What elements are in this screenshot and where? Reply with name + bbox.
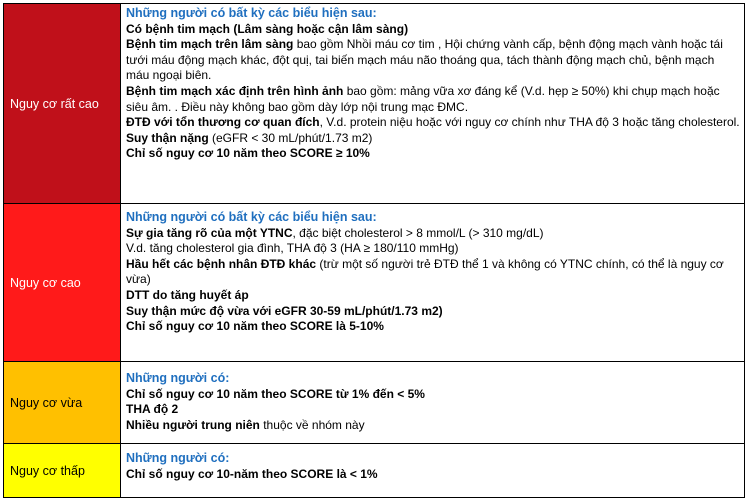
criteria-line: V.d. tăng cholesterol gia đình, THA độ 3 (HA ≥ 180/110 mmHg): [126, 241, 459, 256]
criteria-line: THA độ 2: [126, 402, 179, 417]
criteria-line: Hầu hết các bệnh nhân ĐTĐ khác (trừ một số người trẻ ĐTĐ thể 1 và không có YTNC chính, có thể là nguy cơ vừa): [126, 256, 724, 287]
criteria-line: Suy thận nặng (eGFR < 30 mL/phút/1.73 m2): [126, 130, 373, 145]
criteria-line: Chỉ số nguy cơ 10 năm theo SCORE ≥ 10%: [126, 146, 370, 161]
criteria-line: Chỉ số nguy cơ 10 năm theo SCORE là 5-10%: [126, 319, 384, 334]
table-row: [4, 444, 744, 497]
criteria-heading: Những người có:: [126, 451, 230, 465]
criteria-line: Nhiều người trung niên thuộc về nhóm này: [126, 417, 365, 432]
risk-description: [121, 362, 744, 443]
risk-label: Nguy cơ thấp: [4, 444, 121, 497]
criteria-line: Chỉ số nguy cơ 10 năm theo SCORE từ 1% đến < 5%: [126, 386, 425, 401]
risk-description: [121, 444, 744, 497]
criteria-heading: Những người có bất kỳ các biểu hiện sau:: [126, 210, 377, 224]
criteria-line: Bệnh tim mạch trên lâm sàng bao gồm Nhồi máu cơ tim , Hội chứng vành cấp, bệnh động mạch vành hoặc tái tưới máu động mạch khác, đột quị, tai biến mạch máu não thoáng qua, tách thành động mạch chủ, bệnh mạch máu ngoại biên.: [126, 37, 723, 83]
risk-label: Nguy cơ vừa: [4, 362, 121, 443]
criteria-line: Sự gia tăng rõ của một YTNC, đặc biệt cholesterol > 8 mmol/L (> 310 mg/dL): [126, 225, 544, 240]
risk-description: [121, 204, 744, 361]
criteria-line: Bệnh tim mạch xác định trên hình ảnh bao gồm: mảng vữa xơ đáng kể (V.d. hẹp ≥ 50%) khi chụp mạch hoặc siêu âm. . Điều này không bao gồm dày lớp nội trung mạc ĐMC.: [126, 83, 720, 114]
risk-description: [121, 4, 744, 203]
table-row: [4, 362, 744, 444]
risk-label: Nguy cơ cao: [4, 204, 121, 361]
table-row: [4, 204, 744, 362]
criteria-line: Có bệnh tim mạch (Lâm sàng hoặc cận lâm sàng): [126, 21, 409, 36]
table-row: [4, 4, 744, 204]
criteria-line: DTT do tăng huyết áp: [126, 287, 249, 302]
criteria-line: Chỉ số nguy cơ 10-năm theo SCORE là < 1%: [126, 466, 378, 481]
criteria-line: ĐTĐ với tổn thương cơ quan đích, V.d. protein niệu hoặc với nguy cơ chính như THA độ 3 hoặc tăng cholesterol.: [126, 115, 740, 130]
criteria-heading: Những người có:: [126, 371, 230, 385]
risk-label: Nguy cơ rất cao: [4, 4, 121, 203]
risk-table: [3, 3, 745, 498]
criteria-line: Suy thận mức độ vừa với eGFR 30-59 mL/phút/1.73 m2): [126, 303, 443, 318]
criteria-heading: Những người có bất kỳ các biểu hiện sau:: [126, 6, 377, 20]
